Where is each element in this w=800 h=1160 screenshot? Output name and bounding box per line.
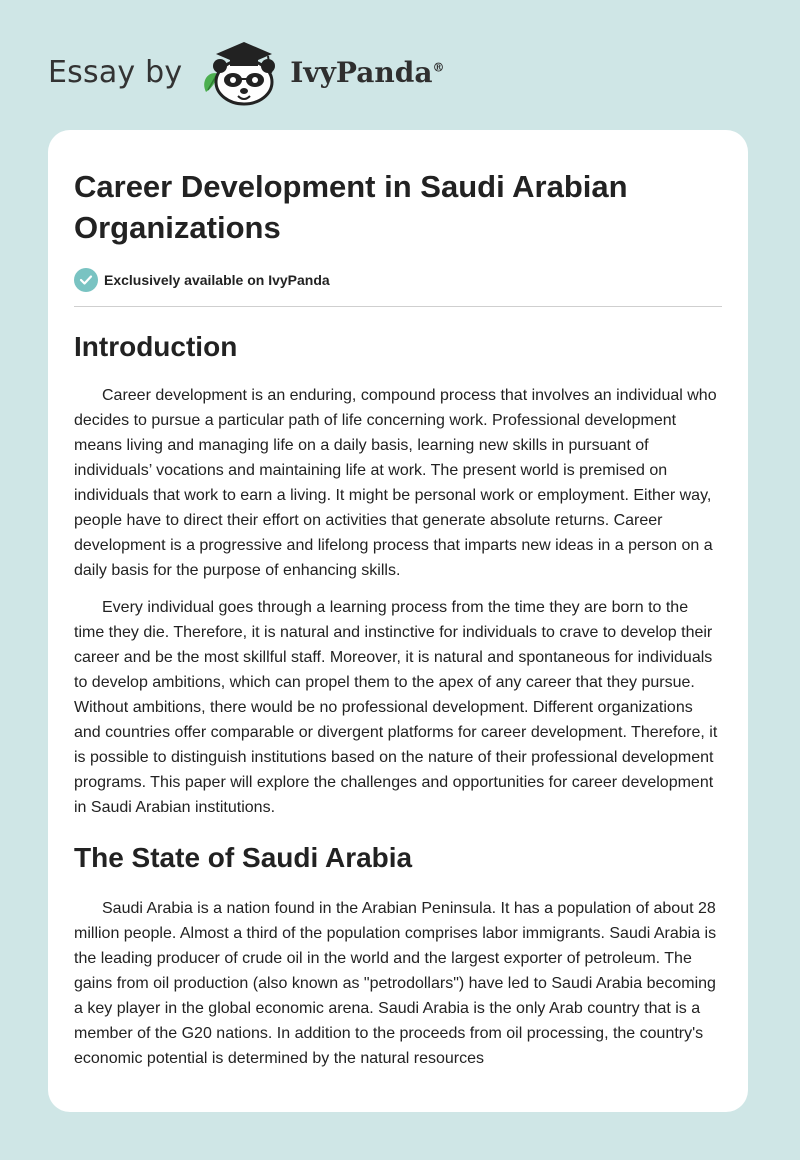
badge-text: Exclusively available on IvyPanda [104, 272, 330, 288]
brand-name[interactable]: IvyPanda® [290, 55, 445, 89]
essay-card [48, 130, 748, 1112]
paragraph: Career development is an enduring, compound process that involves an individual who decides to pursue a particular path of life concerning work. Professional development means living and managing life on a daily basis, learning new skills in pursuant of individuals’ vocations and maintaining life at work. The present world is premised on individuals that work to earn a living. It might be personal work or employment. Either way, people have to direct their effort on activities that generate absolute returns. Career development is a progressive and lifelong process that imparts new ideas in a person on a daily basis for the purpose of enhancing skills. [74, 387, 717, 579]
section-heading-state-of-saudi-arabia: The State of Saudi Arabia [74, 842, 413, 873]
paragraph: Every individual goes through a learning process from the time they are born to the time they die. Therefore, it is natural and instinctive for individuals to crave to develop their career and be the most skillful staff. Moreover, it is natural and spontaneous for individuals to develop ambitions, which can propel them to the apex of any career that they pursue. Without ambitions, there would be no professional development. Different organizations and countries offer comparable or divergent platforms for career development. Therefore, it is possible to distinguish institutions based on the nature of their professional development programs. This paper will explore the challenges and opportunities for career development in Saudi Arabian institutions. [74, 599, 718, 816]
brand-prefix: Essay by [48, 54, 183, 90]
section-heading-introduction: Introduction [74, 331, 238, 362]
brand-header [48, 36, 444, 108]
paragraph: Saudi Arabia is a nation found in the Arabian Peninsula. It has a population of about 28 million people. Almost a third of the population comprises labor immigrants. Saudi Arabia is the leading producer of crude oil in the world and the largest exporter of petroleum. The gains from oil production (also known as "petrodollars") have led to Saudi Arabia becoming a key player in the global economic arena. Saudi Arabia is the only Arab country that is a member of the G20 nations. In addition to the proceeds from oil processing, the country's economic potential is determined by the natural resources [74, 900, 717, 1067]
panda-graduate-icon[interactable] [198, 36, 286, 108]
check-circle-icon [74, 268, 98, 292]
page-title: Career Development in Saudi Arabian Organizations [74, 169, 628, 245]
exclusive-badge [74, 268, 722, 307]
